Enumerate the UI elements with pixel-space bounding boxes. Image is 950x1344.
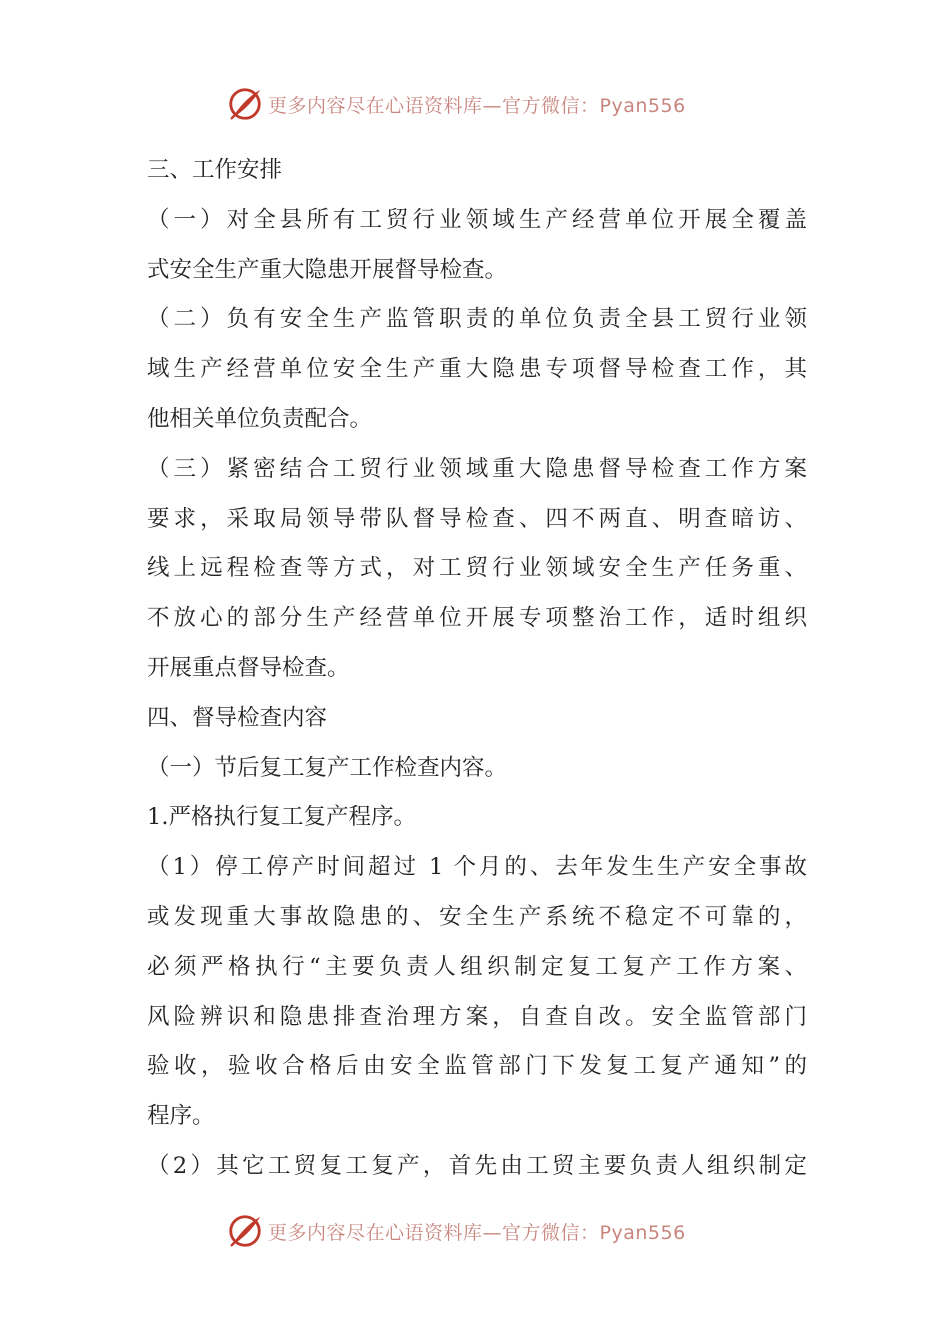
text-line: （1）停工停产时间超过 1 个月的、去年发生生产安全事故 [147,854,807,881]
footer-watermark-text: 更多内容尽在心语资料库—官方微信：Pyan556 [268,1221,686,1244]
text-line: 要求，采取局领导带队督导检查、四不两直、明查暗访、 [147,505,807,532]
footer-watermark-banner [226,1211,686,1251]
text-line: 开展重点督导检查。 [147,654,350,681]
text-line: 三、工作安排 [147,157,283,183]
text-line: 域生产经营单位安全生产重大隐患专项督导检查工作，其 [147,356,807,383]
text-line: 风险辨识和隐患排查治理方案，自查自改。安全监管部门 [147,1003,807,1030]
text-line: 线上远程检查等方式，对工贸行业领域安全生产任务重、 [147,555,807,582]
text-line: 式安全生产重大隐患开展督导检查。 [147,256,508,283]
text-line: 验收，验收合格后由安全监管部门下发复工复产通知”的 [147,1053,807,1080]
text-line: （一）节后复工复产工作检查内容。 [147,754,508,781]
text-line: 程序。 [147,1103,215,1130]
text-line: 1.严格执行复工复产程序。 [147,804,416,831]
text-line: （二）负有安全生产监管职责的单位负责全县工贸行业领 [147,306,807,333]
text-line: （三）紧密结合工贸行业领域重大隐患督导检查工作方案 [147,455,807,482]
text-line: （一）对全县所有工贸行业领域生产经营单位开展全覆盖 [147,206,807,233]
text-line: 或发现重大事故隐患的、安全生产系统不稳定不可靠的， [147,903,807,930]
quill-pen-logo-icon [226,1212,264,1250]
text-line: 必须严格执行“主要负责人组织制定复工复产工作方案、 [147,953,807,980]
text-line: 不放心的部分生产经营单位开展专项整治工作，适时组织 [147,605,807,632]
text-line: （2）其它工贸复工复产，首先由工贸主要负责人组织制定 [147,1152,807,1179]
header-watermark-banner [226,84,686,124]
text-line: 四、督导检查内容 [147,704,328,731]
text-line: 他相关单位负责配合。 [147,405,373,432]
document-body [147,146,807,1192]
quill-pen-logo-icon [226,85,264,123]
header-watermark-text: 更多内容尽在心语资料库—官方微信：Pyan556 [268,94,686,117]
